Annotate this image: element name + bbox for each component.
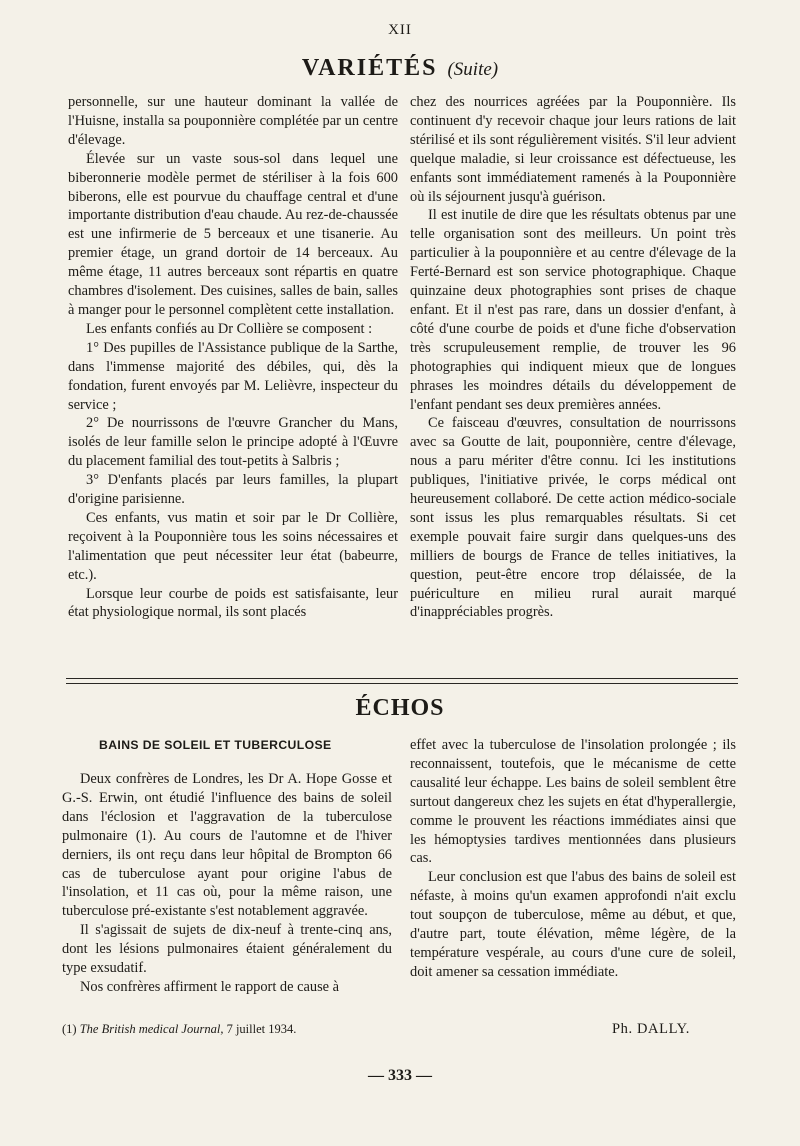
- varietes-column-left: [68, 93, 398, 622]
- paragraph: personnelle, sur une hauteur dominant la vallée de l'Huisne, installa sa pouponnière complétée par un centre d'élevage.: [68, 94, 398, 148]
- echos-column-left: [62, 770, 392, 997]
- footnote-journal: The British medical Journal,: [79, 1022, 224, 1036]
- echos-column-right: [410, 736, 736, 982]
- echos-title: ÉCHOS: [355, 695, 445, 721]
- footnote-date: 7 juillet 1934.: [226, 1022, 297, 1036]
- paragraph: Ce faisceau d'œuvres, consultation de nourrissons avec sa Goutte de lait, pouponnière, centre d'élevage, nous a paru mériter d'être connu. Ici les institutions publiques, l'initiative privée, le corps médical ont heureusement collaboré. De cette action médico-sociale sont issus les plus remarquables résultats. Si cet exemple pouvait faire surgir dans quelques-uns des milliers de bourgs de France de telles initiatives, la question, peut-être encore trop délaissée, de la puériculture en milieu rural aurait marqué d'inappréciables progrès.: [410, 415, 736, 621]
- paragraph: 1° Des pupilles de l'Assistance publique de la Sarthe, dans l'immense majorité des débiles, qui, dès la fondation, furent envoyés par M. Lelièvre, inspecteur du service ;: [68, 339, 398, 413]
- article-subtitle: BAINS DE SOLEIL ET TUBERCULOSE: [99, 738, 332, 752]
- paragraph: 3° D'enfants placés par leurs familles, la plupart d'origine parisienne.: [68, 472, 398, 508]
- footnote-number: (1): [62, 1022, 77, 1036]
- paragraph: chez des nourrices agréées par la Pouponnière. Ils continuent d'y recevoir chaque jour leurs rations de lait stérilisé et ils sont régulièrement visités. S'il leur advient quelque maladie, si leur croissance est défectueuse, les enfants sont immédiatement ramenés à la Pouponnière où ils séjournent jusqu'à guérison.: [410, 94, 736, 205]
- paragraph: Élevée sur un vaste sous-sol dans lequel une biberonnerie modèle permet de stériliser à la fois 600 biberons, elle est pourvue du chauffage central et d'une importante distribution d'eau chaude. Au rez-de-chaussée est une infirmerie de 5 berceaux et une tisanerie. Au premier étage, un grand dortoir de 14 berceaux. Au même étage, 11 autres berceaux sont répartis en quatre chambres d'isolement. Des cuisines, salles de bain, salles à manger pour le personnel complètent cette installation.: [68, 150, 398, 318]
- section-heading: [0, 55, 800, 82]
- section-suite: (Suite): [447, 59, 499, 80]
- section-title: VARIÉTÉS: [301, 55, 438, 81]
- section-divider: [66, 678, 738, 679]
- footnote: [62, 1022, 296, 1037]
- paragraph: effet avec la tuberculose de l'insolation prolongée ; ils reconnaissent, toutefois, que le mécanisme de cette causalité leur échappe. Les bains de soleil semblent être surtout dangereux chez les sujets en état d'hyperallergie, comme le prouvent les réactions immédiates ainsi que les hémoptysies tardives mentionnées dans plusieurs cas.: [410, 737, 736, 867]
- paragraph: Deux confrères de Londres, les Dr A. Hope Gosse et G.-S. Erwin, ont étudié l'influence des bains de soleil dans l'éclosion et l'aggravation de la tuberculose pulmonaire (1). Au cours de l'automne et de l'hiver derniers, ils ont reçu dans leur hôpital de Brompton 66 cas de tuberculose ayant pour origine l'abus de l'insolation, et 11 cas où, pour la même raison, une tuberculose pré-existante s'est notablement aggravée.: [62, 771, 392, 920]
- paragraph: Il s'agissait de sujets de dix-neuf à trente-cinq ans, dont les lésions pulmonaires étaient généralement du type exsudatif.: [62, 922, 392, 977]
- varietes-column-right: [410, 93, 736, 622]
- paragraph: 2° De nourrissons de l'œuvre Grancher du Mans, isolés de leur famille selon le principe adopté à l'Œuvre du placement familial des tout-petits à Salbris ;: [68, 415, 398, 470]
- paragraph: Leur conclusion est que l'abus des bains de soleil est néfaste, à moins qu'un examen approfondi n'ait exclu tout soupçon de tuberculose, même au début, et que, d'autre part, toute élévation, même légère, de la température vespérale, au cours d'une cure de soleil, doit amener sa cessation immédiate.: [410, 869, 736, 980]
- paragraph: Lorsque leur courbe de poids est satisfaisante, leur état physiologique normal, ils sont placés: [68, 585, 398, 621]
- paragraph: Il est inutile de dire que les résultats obtenus par une telle organisation sont des meilleurs. Un point très particulier à la pouponnière et au centre d'élevage de la Ferté-Bernard est son service photographique. Chaque quinzaine deux photographies sont prises de chaque enfant. Et il n'est pas rare, dans un dossier d'enfant, à côté d'une courbe de poids et d'une fiche d'observation très scrupuleusement remplie, de trouver les 96 photographies qui indiquent mieux que de longues phrases les moindres détails du développement de l'enfant pendant ses deux premières années.: [410, 207, 736, 413]
- page-roman-numeral: XII: [388, 22, 412, 38]
- paragraph: Nos confrères affirment le rapport de cause à: [80, 978, 340, 995]
- paragraph: Les enfants confiés au Dr Collière se composent :: [86, 320, 373, 337]
- page-number: — 333 —: [368, 1067, 432, 1084]
- author-signature: Ph. DALLY.: [612, 1021, 690, 1037]
- paragraph: Ces enfants, vus matin et soir par le Dr Collière, reçoivent à la Pouponnière tous les soins nécessaires et l'alimentation que peut nécessiter leur état (babeurre, etc.).: [68, 509, 398, 583]
- section-divider: [66, 683, 738, 684]
